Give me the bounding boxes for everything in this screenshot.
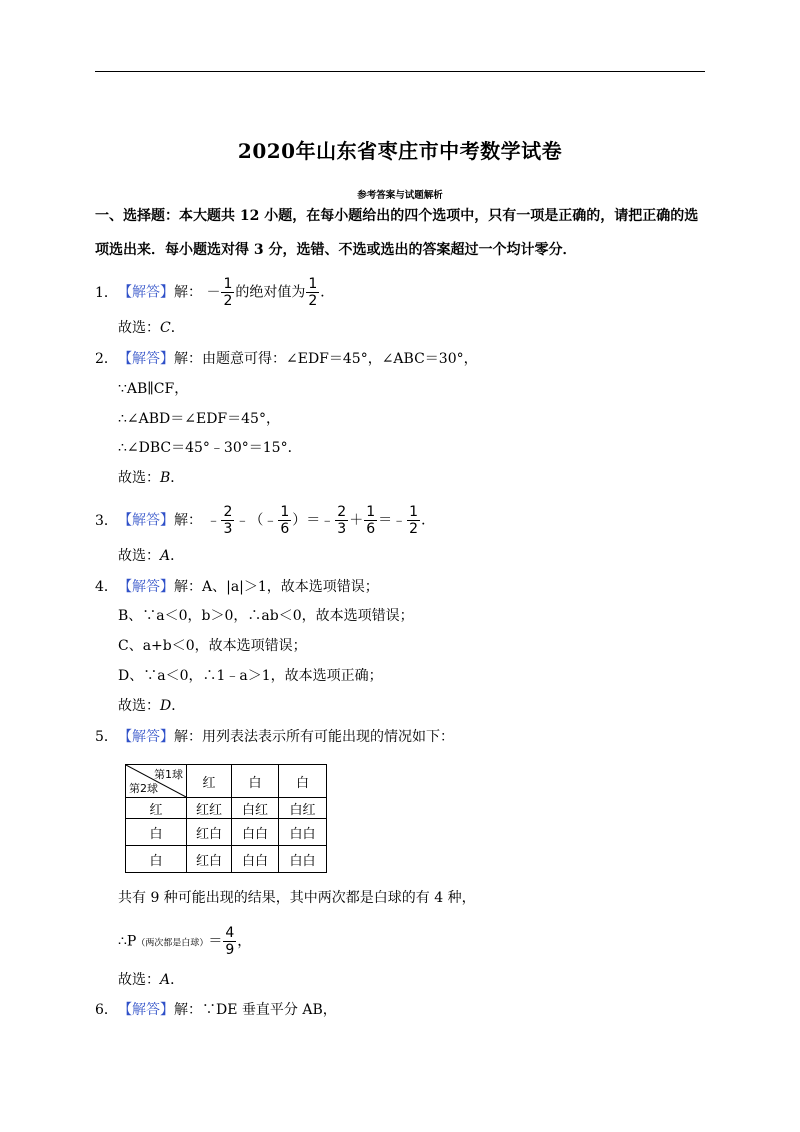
section-heading-line2: 项选出来．每小题选对得 3 分，选错、不选或选出的答案超过一个均计零分． bbox=[95, 242, 577, 258]
fraction: $\frac{2}{3}$ bbox=[223, 504, 233, 537]
q5-choice: 故选：A． bbox=[118, 972, 185, 988]
section-heading-line1: 一、选择题：本大题共 12 小题，在每小题给出的四个选项中，只有一项是正确的，请把正确的选 bbox=[95, 208, 699, 224]
q5-answer-tag: 【解答】 bbox=[118, 729, 174, 745]
q6-solution: 6．【解答】解：∵DE 垂直平分 AB， bbox=[95, 1002, 337, 1018]
q4-number: 4． bbox=[95, 579, 118, 595]
q4-answer-tag: 【解答】 bbox=[118, 579, 174, 595]
outcome-table bbox=[125, 764, 327, 873]
fraction: $\frac{1}{6}$ bbox=[366, 504, 376, 537]
q3-answer-tag: 【解答】 bbox=[118, 512, 174, 529]
q1-choice: 故选：C． bbox=[118, 320, 185, 336]
q4-solution: 4．【解答】解：A、|a|＞1，故本选项错误； bbox=[95, 579, 379, 595]
q1-solution: 1．【解答】解： － $\frac{1}{2}$ 的绝对值为 $\frac{1}{2}$ ． bbox=[95, 276, 335, 309]
table-row-header: 白 bbox=[126, 819, 187, 846]
q5-number: 5． bbox=[95, 729, 118, 745]
fraction: $\frac{1}{2}$ bbox=[308, 276, 318, 309]
q3-solution: 3．【解答】解： ﹣ $\frac{2}{3}$ ﹣（﹣ $\frac{1}{6}$ ）＝﹣ $\frac{2}{3}$ ＋ $\frac{1}{6}$ ＝﹣ $\frac{1}{2}$ ． bbox=[95, 504, 436, 537]
table-cell: 红白 bbox=[187, 819, 232, 846]
table-row-header: 白 bbox=[126, 846, 187, 873]
table-col-header: 红 bbox=[187, 765, 232, 798]
q5-solution: 5．【解答】解：用列表法表示所有可能出现的情况如下： bbox=[95, 729, 454, 745]
q4-option: B、∵a＜0，b＞0，∴ab＜0，故本选项错误； bbox=[118, 608, 414, 624]
q2-step: ∴∠ABD＝∠EDF＝45°， bbox=[118, 411, 280, 427]
q6-number: 6． bbox=[95, 1002, 118, 1018]
table-cell: 红白 bbox=[187, 846, 232, 873]
table-cell: 红红 bbox=[187, 798, 232, 819]
q1-number: 1． bbox=[95, 284, 118, 301]
q2-solution: 2．【解答】解：由题意可得：∠EDF＝45°，∠ABC＝30°， bbox=[95, 351, 478, 367]
page-title: 2020年山东省枣庄市中考数学试卷 bbox=[237, 139, 563, 163]
q2-number: 2． bbox=[95, 351, 118, 367]
table-row bbox=[126, 846, 327, 873]
table-cell: 白白 bbox=[279, 819, 327, 846]
fraction: $\frac{1}{2}$ bbox=[223, 276, 233, 309]
table-col-header: 白 bbox=[279, 765, 327, 798]
fraction: $\frac{4}{9}$ bbox=[225, 925, 235, 958]
table-corner-cell: 第1球 第2球 bbox=[126, 765, 187, 798]
q6-answer-tag: 【解答】 bbox=[118, 1002, 174, 1018]
table-cell: 白白 bbox=[279, 846, 327, 873]
table-row-header: 红 bbox=[126, 798, 187, 819]
q4-option: C、a+b＜0，故本选项错误； bbox=[118, 638, 307, 654]
q3-number: 3． bbox=[95, 512, 118, 529]
table-cell: 白红 bbox=[232, 798, 279, 819]
q1-answer-tag: 【解答】 bbox=[118, 284, 174, 301]
table-row bbox=[126, 798, 327, 819]
q2-answer-tag: 【解答】 bbox=[118, 351, 174, 367]
q5-step: 共有 9 种可能出现的结果，其中两次都是白球的有 4 种， bbox=[118, 890, 476, 906]
table-cell: 白白 bbox=[232, 846, 279, 873]
q2-step: ∵AB∥CF， bbox=[118, 381, 189, 397]
q4-option: D、∵a＜0，∴1﹣a＞1，故本选项正确； bbox=[118, 668, 383, 684]
fraction: $\frac{1}{2}$ bbox=[409, 504, 419, 537]
q2-step: ∴∠DBC＝45°﹣30°＝15°． bbox=[118, 440, 302, 456]
table-row bbox=[126, 819, 327, 846]
page-subtitle: 参考答案与试题解析 bbox=[357, 190, 443, 201]
q2-choice: 故选：B． bbox=[118, 470, 185, 486]
table-col-header: 白 bbox=[232, 765, 279, 798]
table-cell: 白红 bbox=[279, 798, 327, 819]
q5-probability: ∴P（两次都是白球）＝ $\frac{4}{9}$ ， bbox=[118, 925, 252, 958]
q4-choice: 故选：D． bbox=[118, 698, 186, 714]
fraction: $\frac{1}{6}$ bbox=[280, 504, 290, 537]
fraction: $\frac{2}{3}$ bbox=[337, 504, 347, 537]
table-cell: 白白 bbox=[232, 819, 279, 846]
header-rule bbox=[95, 71, 705, 72]
q3-choice: 故选：A． bbox=[118, 548, 185, 564]
